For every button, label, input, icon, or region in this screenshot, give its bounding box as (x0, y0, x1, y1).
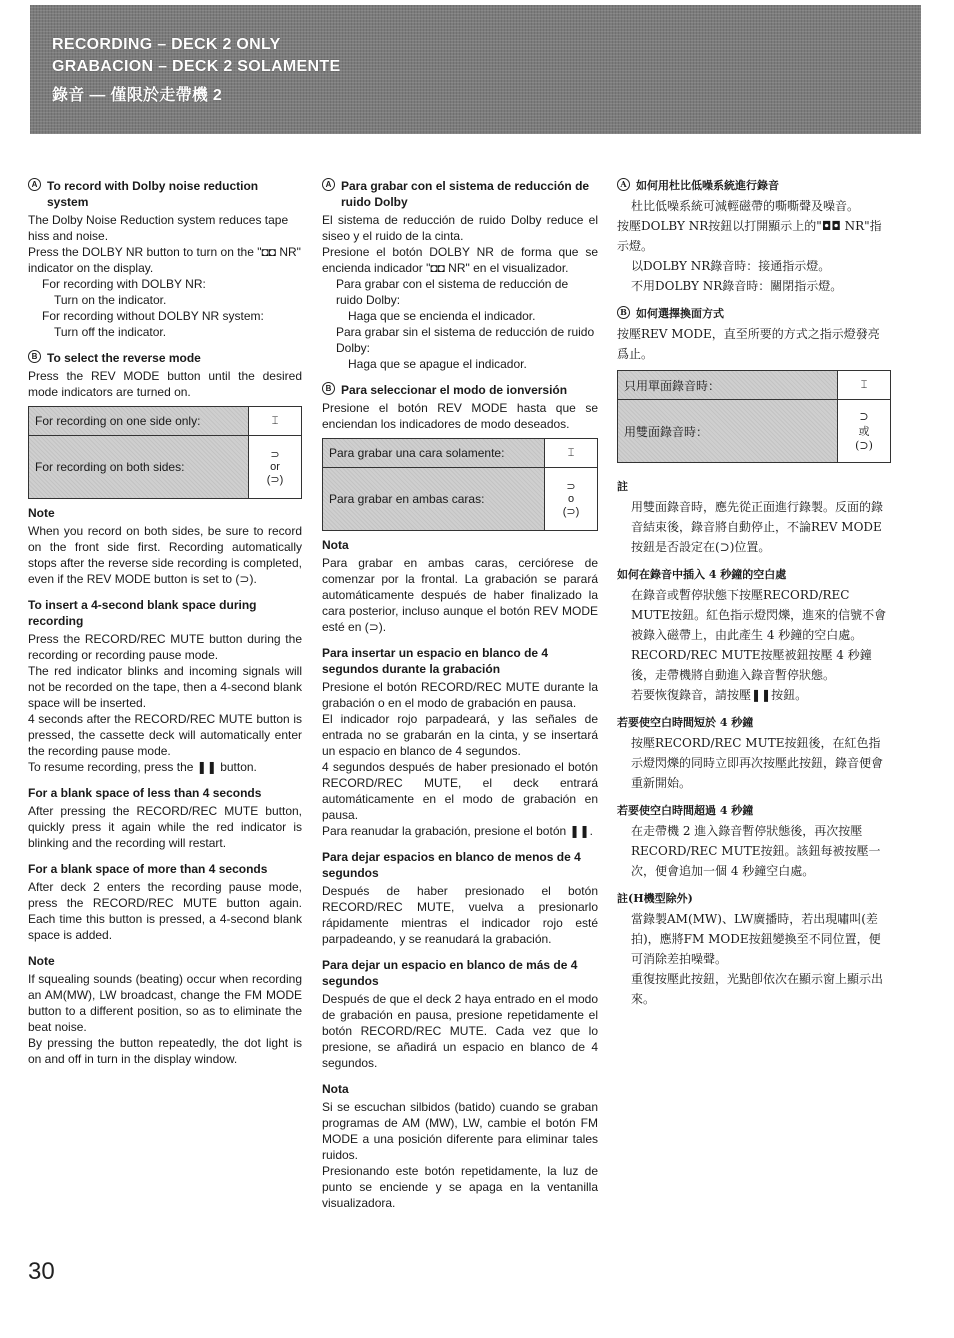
title-spanish: GRABACION – DECK 2 SOLAMENTE (52, 58, 341, 75)
paragraph: Haga que se apague el indicador. (348, 357, 527, 371)
subsection-heading: 若要使空白時間短於 4 秒鐘 (617, 716, 754, 729)
paragraph: The red indicator blinks and incoming signals will not be recorded on the tape, then a 4-second blank space will be inserted. (28, 664, 302, 710)
paragraph: 按壓DOLBY NR按鈕以打開顯示上的"◘◘ NR"指示燈。 (617, 219, 882, 253)
or-label: or (270, 461, 280, 473)
chinese-column (617, 178, 891, 1009)
paragraph: Presionando este botón repetidamente, la luz de punto se enciende y se apaga en la ventanilla visualizadora. (322, 1164, 598, 1210)
paragraph: The Dolby Noise Reduction system reduces tape hiss and noise. (28, 213, 289, 243)
subsection-heading: To insert a 4-second blank space during recording (28, 598, 257, 628)
note-heading: Nota (322, 538, 349, 552)
subsection-heading: Para insertar un espacio en blanco de 4 segundos durante la grabación (322, 646, 549, 676)
one-side-icon: ⌶ (838, 371, 890, 400)
reverse-mode-table (617, 370, 891, 463)
or-label: 或 (858, 425, 870, 438)
note-heading: Note (28, 506, 55, 520)
note-heading: Note (28, 954, 55, 968)
section-letter-b: B (28, 350, 41, 363)
paragraph: Presione el botón RECORD/REC MUTE durante la grabación o en el modo de grabación en pausa. (322, 680, 598, 710)
section-a-heading: A To record with Dolby noise reduction system (28, 178, 302, 210)
section-letter-b: B (617, 306, 630, 319)
continuous-reverse-icon: (⊃) (562, 506, 580, 518)
paragraph: 若要恢復錄音，請按壓❚❚按鈕。 (631, 688, 808, 702)
note-heading: 註 (617, 480, 628, 493)
note-heading: Nota (322, 1082, 349, 1096)
paragraph: 當錄製AM(MW)、LW廣播時，若出現嘯叫(差拍)，應將FM MODE按鈕變換至不同位置，便可消除差拍噪聲。 (631, 912, 881, 966)
or-label: o (567, 493, 575, 505)
subsection-heading: 如何在錄音中插入 4 秒鐘的空白處 (617, 568, 787, 581)
paragraph: Press the REV MODE button until the desired mode indicators are turned on. (28, 369, 302, 399)
paragraph: 重復按壓此按鈕，光點卽依次在顯示窗上顯示出來。 (631, 972, 884, 1006)
paragraph: Para grabar con el sistema de reducción de ruido Dolby: (336, 277, 569, 307)
section-letter-a: A (28, 178, 41, 191)
table-row-one-side: 只用單面錄音時： (618, 371, 837, 400)
table-row-both-sides: For recording on both sides: (35, 460, 185, 474)
paragraph: When you record on both sides, be sure to record on the front side first. Recording automatically stops after the reverse side recording is completed, even if the REV MODE button is set to (⊃). (28, 524, 302, 586)
paragraph: 杜比低噪系統可減輕磁帶的嘶嘶聲及噪音。 (631, 199, 860, 213)
table-row-both-sides: 用雙面錄音時： (624, 424, 709, 439)
paragraph: After deck 2 enters the recording pause mode, press the RECORD/REC MUTE button again. Each time this button is pressed, a 4-second blank space is added. (28, 880, 302, 942)
section-letter-a: A (322, 178, 335, 191)
one-side-icon: ⌶ (249, 407, 301, 436)
table-row-one-side: Para grabar una cara solamente: (323, 439, 544, 468)
paragraph: Si se escuchan silbidos (batido) cuando se graban programas de AM (MW), LW, cambie el botón FM MODE a una posición diferente para eliminar tales ruidos. (322, 1100, 598, 1162)
paragraph: 按壓RECORD/REC MUTE按鈕後，在紅色指示燈閃爍的同時立即再次按壓此按鈕，錄音便會重新開始。 (631, 736, 884, 790)
subsection-heading: For a blank space of more than 4 seconds (28, 862, 268, 876)
reverse-icon: ⊃ (859, 410, 869, 423)
paragraph: 用雙面錄音時，應先從正面進行錄製。反面的錄音結束後，錄音將自動停止，不論REV MODE按鈕是否設定在(⊃)位置。 (631, 500, 884, 554)
section-a-heading: A 如何用杜比低噪系統進行錄音 (617, 178, 891, 194)
reverse-mode-table (322, 438, 598, 531)
paragraph: Para grabar sin el sistema de reducción de ruido Dolby: (336, 325, 595, 355)
paragraph: Turn on the indicator. (54, 293, 167, 307)
paragraph: If squealing sounds (beating) occur when recording an AM(MW), LW broadcast, change the FM MODE button to a different position, so as to eliminate the beat noise. (28, 972, 302, 1034)
english-column (28, 178, 302, 1067)
title-banner (30, 5, 921, 134)
note-heading: 註(H機型除外) (617, 892, 693, 905)
continuous-reverse-icon: (⊃) (266, 474, 284, 486)
paragraph: 不用DOLBY NR錄音時：關閉指示燈。 (631, 279, 843, 293)
one-side-icon: ⌶ (545, 439, 597, 468)
subsection-heading: Para dejar un espacio en blanco de más de 4 segundos (322, 958, 578, 988)
section-letter-a: A (617, 178, 630, 191)
both-sides-icons (545, 468, 597, 530)
paragraph: Turn off the indicator. (54, 325, 167, 339)
paragraph: After pressing the RECORD/REC MUTE button, quickly press it again while the red indicator is blinking and the recording will restart. (28, 804, 302, 850)
paragraph: 4 seconds after the RECORD/REC MUTE button is pressed, the cassette deck will automatically enter the recording pause mode. (28, 712, 302, 758)
section-b-heading: B Para seleccionar el modo de ionversión (322, 382, 598, 398)
subsection-heading: Para dejar espacios en blanco de menos de 4 segundos (322, 850, 581, 880)
both-sides-icons (838, 400, 890, 462)
table-row-one-side: For recording on one side only: (29, 407, 248, 436)
paragraph: 在錄音或暫停狀態下按壓RECORD/REC MUTE按鈕。紅色指示燈閃爍，進來的信號不會被錄入磁帶上，由此產生 4 秒鐘的空白處。 (631, 588, 887, 642)
subsection-heading: 若要使空白時間超過 4 秒鐘 (617, 804, 754, 817)
reverse-mode-table (28, 406, 302, 499)
paragraph: El sistema de reducción de ruido Dolby reduce el siseo y el ruido de la cinta. (322, 213, 598, 243)
reverse-icon: ⊃ (270, 449, 280, 461)
page-number: 30 (28, 1258, 55, 1285)
paragraph: Para reanudar la grabación, presione el botón ❚❚. (322, 824, 593, 838)
paragraph: RECORD/REC MUTE按壓被鈕按壓 4 秒鐘後，走帶機將自動進入錄音暫停狀態。 (631, 648, 872, 682)
continuous-reverse-icon: (⊃) (855, 439, 873, 452)
table-row-both-sides: Para grabar en ambas caras: (329, 492, 485, 506)
section-b-heading: B 如何選擇換面方式 (617, 306, 891, 322)
paragraph: Presione el botón REV MODE hasta que se enciendan los indicadores de modo deseados. (322, 401, 598, 431)
paragraph: For recording without DOLBY NR system: (42, 309, 264, 323)
paragraph: El indicador rojo parpadeará, y las señales de entrada no se grabarán en la cinta, y se insertará un espacio en blanco de 4 segundos. (322, 712, 598, 758)
title-english: RECORDING – DECK 2 ONLY (52, 36, 281, 53)
paragraph: 以DOLBY NR錄音時：接通指示燈。 (631, 259, 831, 273)
paragraph: Después de haber presionado el botón RECORD/REC MUTE, vuelva a presionarlo rápidamente mientras el indicador rojo esté parpadeando, y se reanudará la grabación. (322, 884, 598, 946)
title-chinese: 錄音 — 僅限於走帶機 2 (52, 87, 223, 104)
section-a-heading: A Para grabar con el sistema de reducción de ruido Dolby (322, 178, 598, 210)
paragraph: By pressing the button repeatedly, the dot light is on and off in turn in the display window. (28, 1036, 302, 1066)
paragraph: Después de que el deck 2 haya entrado en el modo de grabación en pausa, presione repetidamente el botón RECORD/REC MUTE. Cada vez que lo presione, se añadirá un espacio en blanco de 4 segundos. (322, 992, 598, 1070)
paragraph: Haga que se encienda el indicador. (348, 309, 536, 323)
paragraph: 按壓REV MODE，直至所要的方式之指示燈發亮爲止。 (617, 327, 880, 361)
both-sides-icons (249, 436, 301, 498)
section-b-heading: B To select the reverse mode (28, 350, 302, 366)
paragraph: Para grabar en ambas caras, cerciórese de comenzar por la frontal. La grabación se parará automáticamente después de haber finalizado la cara posterior, incluso aunque el botón REV MODE esté en (⊃). (322, 556, 598, 634)
paragraph: For recording with DOLBY NR: (42, 277, 206, 291)
reverse-icon: ⊃ (566, 481, 576, 493)
paragraph: 在走帶機 2 進入錄音暫停狀態後，再次按壓RECORD/REC MUTE按鈕。該鈕每被按壓一次，便會追加一個 4 秒鐘空白處。 (631, 824, 881, 878)
paragraph: Press the RECORD/REC MUTE button during the recording or recording pause mode. (28, 632, 302, 662)
section-letter-b: B (322, 382, 335, 395)
subsection-heading: For a blank space of less than 4 seconds (28, 786, 262, 800)
spanish-column (322, 178, 598, 1211)
paragraph: 4 segundos después de haber presionado el botón RECORD/REC MUTE, el deck entrará automáticamente en el modo de grabación en pausa. (322, 760, 598, 822)
paragraph: To resume recording, press the ❚❚ button. (28, 760, 257, 774)
paragraph: Press the DOLBY NR button to turn on the "◘◘ NR" indicator on the display. (28, 245, 301, 275)
paragraph: Presione el botón DOLBY NR de forma que se encienda indicador "◘◘ NR" en el visualizador. (322, 245, 598, 275)
